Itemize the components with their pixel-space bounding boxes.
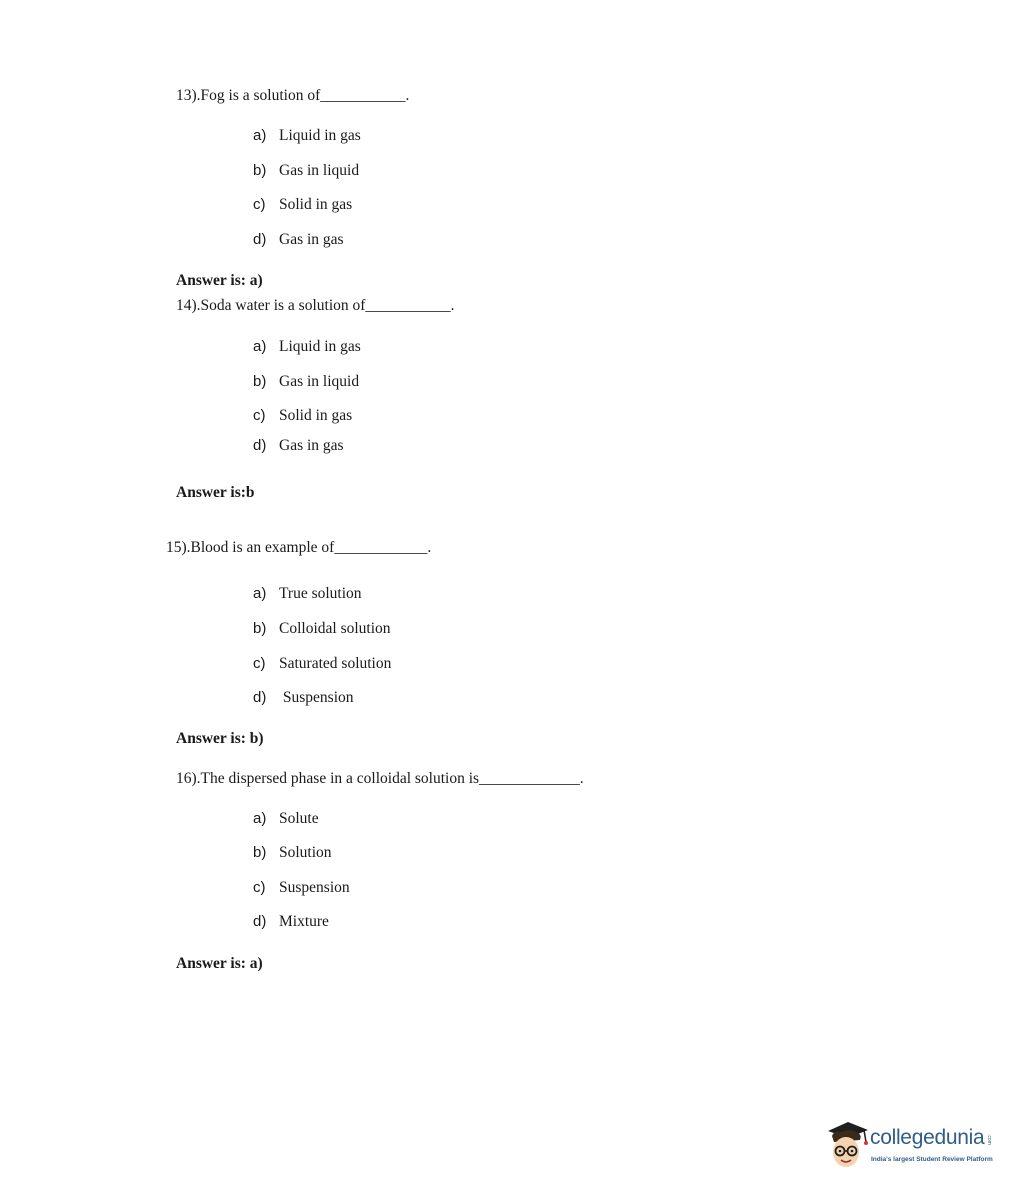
option-text: Solid in gas	[279, 407, 353, 424]
logo-tagline: India's largest Student Review Platform	[871, 1156, 993, 1163]
option-label: c)	[253, 879, 266, 896]
option-text: Liquid in gas	[279, 127, 361, 144]
question-16-option-c	[253, 879, 350, 897]
option-text: Suspension	[279, 879, 350, 896]
question-15-option-d	[253, 689, 354, 707]
question-14-option-c	[253, 407, 352, 425]
option-text: Liquid in gas	[279, 338, 361, 355]
option-text: Colloidal solution	[279, 620, 391, 637]
question-15-option-c	[253, 655, 391, 673]
question-16-option-d	[253, 913, 329, 931]
option-text: Solute	[279, 810, 319, 827]
option-text: Mixture	[279, 913, 329, 930]
question-14-option-b	[253, 373, 359, 391]
question-16-answer: Answer is: a)	[176, 955, 263, 972]
option-label: c)	[253, 407, 266, 424]
question-13-option-d	[253, 231, 344, 249]
question-16-text: 16).The dispersed phase in a colloidal solution is_____________.	[176, 770, 584, 787]
option-label: a)	[253, 810, 267, 827]
option-label: b)	[253, 373, 267, 390]
question-15-text: 15).Blood is an example of____________.	[166, 539, 432, 556]
logo-brand-text: collegedunia	[870, 1126, 985, 1149]
option-text: Solution	[279, 844, 332, 861]
option-label: d)	[253, 913, 267, 930]
question-13-answer: Answer is: a)	[176, 272, 263, 289]
mascot-icon	[824, 1118, 870, 1172]
option-label: d)	[253, 231, 267, 248]
question-13-text: 13).Fog is a solution of___________.	[176, 87, 410, 104]
option-label: a)	[253, 585, 267, 602]
option-text: Saturated solution	[279, 655, 392, 672]
question-13-option-a	[253, 127, 361, 145]
question-14-option-a	[253, 338, 361, 356]
option-label: d)	[253, 689, 267, 706]
option-label: a)	[253, 127, 267, 144]
question-16-option-a	[253, 810, 319, 828]
option-text: Solid in gas	[279, 196, 353, 213]
option-label: c)	[253, 655, 266, 672]
option-label: b)	[253, 844, 267, 861]
question-14-answer: Answer is:b	[176, 484, 255, 501]
option-label: a)	[253, 338, 267, 355]
option-label: c)	[253, 196, 266, 213]
option-label: d)	[253, 437, 267, 454]
option-text: Gas in liquid	[279, 373, 360, 390]
question-15-option-b	[253, 620, 391, 638]
question-15-option-a	[253, 585, 362, 603]
option-text: Suspension	[279, 689, 354, 706]
question-14-text: 14).Soda water is a solution of___________.	[176, 297, 455, 314]
option-text: Gas in gas	[279, 231, 344, 248]
collegedunia-logo	[824, 1118, 996, 1174]
option-label: b)	[253, 620, 267, 637]
logo-suffix-text: .com	[986, 1134, 992, 1145]
option-text: True solution	[279, 585, 362, 602]
question-14-option-d	[253, 437, 344, 455]
option-label: b)	[253, 162, 267, 179]
option-text: Gas in liquid	[279, 162, 360, 179]
question-15-answer: Answer is: b)	[176, 730, 264, 747]
option-text: Gas in gas	[279, 437, 344, 454]
question-13-option-b	[253, 162, 359, 180]
question-16-option-b	[253, 844, 332, 862]
question-13-option-c	[253, 196, 352, 214]
